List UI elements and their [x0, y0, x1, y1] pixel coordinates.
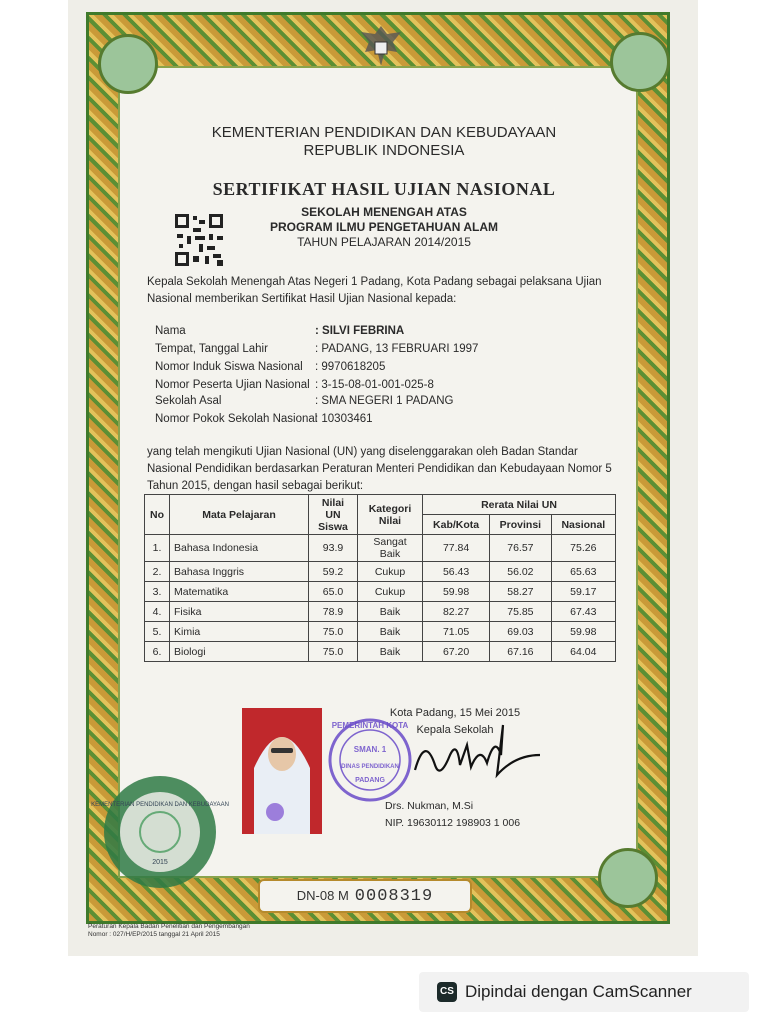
cell-category: Cukup [358, 562, 423, 582]
cell-subject: Bahasa Inggris [170, 562, 309, 582]
signer-name: Drs. Nukman, M.Si [385, 800, 474, 812]
cell-score: 65.0 [309, 582, 358, 602]
col-average: Rerata Nilai UN [423, 495, 616, 515]
field-label: Nama [155, 325, 186, 337]
stamp-text-top: PEMERINTAH KOTA [331, 721, 409, 730]
cell-no: 3. [145, 582, 170, 602]
table-row [145, 562, 616, 582]
camscanner-label: Dipindai dengan CamScanner [465, 982, 692, 1001]
col-prov: Provinsi [490, 515, 551, 535]
cell-score: 78.9 [309, 602, 358, 622]
certificate-title: SERTIFIKAT HASIL UJIAN NASIONAL [212, 179, 556, 199]
corner-ornament-top-right [610, 32, 670, 92]
field-value: : 3-15-08-01-001-025-8 [315, 379, 434, 391]
cell-subject: Bahasa Indonesia [170, 535, 309, 562]
table-row [145, 642, 616, 662]
camscanner-icon: CS [437, 982, 457, 1002]
cell-no: 1. [145, 535, 170, 562]
embossed-seal [91, 772, 229, 892]
seal-year: 2015 [152, 859, 168, 866]
field-value: : SILVI FEBRINA [315, 325, 405, 337]
field-value: : PADANG, 13 FEBRUARI 1997 [315, 343, 479, 355]
cell-category: Baik [358, 642, 423, 662]
col-nas: Nasional [551, 515, 615, 535]
col-score: Nilai UN Siswa [309, 495, 358, 535]
cell-kab: 71.05 [423, 622, 490, 642]
cell-score: 75.0 [309, 642, 358, 662]
cell-kab: 56.43 [423, 562, 490, 582]
cell-prov: 75.85 [490, 602, 551, 622]
cell-no: 4. [145, 602, 170, 622]
field-label: Sekolah Asal [155, 395, 222, 407]
cell-nas: 67.43 [551, 602, 615, 622]
serial-number: 0008319 [354, 887, 434, 906]
signature-block [375, 705, 535, 739]
cell-nas: 64.04 [551, 642, 615, 662]
table-header-row [145, 495, 616, 515]
program-heading: SEKOLAH MENENGAH ATAS PROGRAM ILMU PENGETAHUAN ALAM TAHUN PELAJARAN 2014/2015 [270, 205, 498, 249]
stamp-text-dept: DINAS PENDIDIKAN [341, 764, 399, 770]
col-category: Kategori Nilai [358, 495, 423, 535]
field-row [155, 379, 615, 395]
camscanner-badge [419, 972, 749, 1012]
field-row [155, 325, 615, 341]
serial-number-box [258, 879, 472, 913]
cell-score: 93.9 [309, 535, 358, 562]
cell-category: Cukup [358, 582, 423, 602]
cell-category: Baik [358, 622, 423, 642]
cell-prov: 58.27 [490, 582, 551, 602]
corner-ornament-top-left [98, 34, 158, 94]
cell-prov: 56.02 [490, 562, 551, 582]
field-label: Nomor Peserta Ujian Nasional [155, 379, 310, 391]
cell-nas: 75.26 [551, 535, 615, 562]
field-label: Nomor Induk Siswa Nasional [155, 361, 303, 373]
statement-paragraph: yang telah mengikuti Ujian Nasional (UN) yang diselenggarakan oleh Badan Standar Nasional Pendidikan berdasarkan Peraturan Menteri Pendidikan dan Kebudayaan Nomor 5 Tahun 2015, dengan hasil sebagai berikut: [147, 446, 612, 492]
cell-kab: 77.84 [423, 535, 490, 562]
signer-nip: NIP. 19630112 198903 1 006 [385, 817, 521, 829]
cell-subject: Biologi [170, 642, 309, 662]
table-row [145, 602, 616, 622]
stamp-text-school: SMAN. 1 [353, 745, 387, 754]
table-row [145, 622, 616, 642]
table-row [145, 582, 616, 602]
cell-category: Baik [358, 602, 423, 622]
field-value: : 10303461 [315, 413, 373, 425]
serial-prefix: DN-08 M [296, 888, 349, 903]
cell-subject: Matematika [170, 582, 309, 602]
corner-ornament-bottom-right [598, 848, 658, 908]
table-row [145, 535, 616, 562]
qr-code-icon [173, 212, 225, 268]
cell-prov: 76.57 [490, 535, 551, 562]
cell-category: Sangat Baik [358, 535, 423, 562]
cell-no: 5. [145, 622, 170, 642]
cell-score: 59.2 [309, 562, 358, 582]
cell-kab: 67.20 [423, 642, 490, 662]
col-kab: Kab/Kota [423, 515, 490, 535]
cell-nas: 65.63 [551, 562, 615, 582]
place-date: Kota Padang, 15 Mei 2015 [389, 707, 521, 719]
stamp-text-city: PADANG [355, 777, 385, 784]
cell-score: 75.0 [309, 622, 358, 642]
field-row [155, 395, 615, 411]
cell-kab: 59.98 [423, 582, 490, 602]
cell-nas: 59.98 [551, 622, 615, 642]
cell-prov: 67.16 [490, 642, 551, 662]
cell-subject: Kimia [170, 622, 309, 642]
cell-prov: 69.03 [490, 622, 551, 642]
student-photo [242, 708, 322, 834]
signer-details [385, 798, 520, 832]
signer-role: Kepala Sekolah [416, 724, 494, 736]
ministry-heading: KEMENTERIAN PENDIDIKAN DAN KEBUDAYAAN REPUBLIK INDONESIA [211, 124, 557, 159]
field-row [155, 361, 615, 377]
regulation-footnote: Peraturan Kepala Badan Penelitian dan Pengembangan Nomor : 027/H/EP/2015 tanggal 21 April 2015 [88, 923, 250, 938]
garuda-emblem-icon [357, 22, 405, 72]
cell-nas: 59.17 [551, 582, 615, 602]
field-row [155, 413, 615, 429]
field-label: Nomor Pokok Sekolah Nasional [155, 413, 318, 425]
field-row [155, 343, 615, 359]
col-no: No [145, 495, 170, 535]
field-value: : SMA NEGERI 1 PADANG [315, 395, 454, 407]
intro-paragraph: Kepala Sekolah Menengah Atas Negeri 1 Padang, Kota Padang sebagai pelaksana Ujian Nasional memberikan Sertifikat Hasil Ujian Nasional kepada: [147, 276, 602, 305]
field-value: : 9970618205 [315, 361, 386, 373]
field-label: Tempat, Tanggal Lahir [155, 343, 268, 355]
col-subject: Mata Pelajaran [170, 495, 309, 535]
seal-text: KEMENTERIAN PENDIDIKAN DAN KEBUDAYAAN [91, 802, 229, 808]
cell-no: 2. [145, 562, 170, 582]
cell-subject: Fisika [170, 602, 309, 622]
cell-kab: 82.27 [423, 602, 490, 622]
cell-no: 6. [145, 642, 170, 662]
grades-table [144, 494, 616, 662]
